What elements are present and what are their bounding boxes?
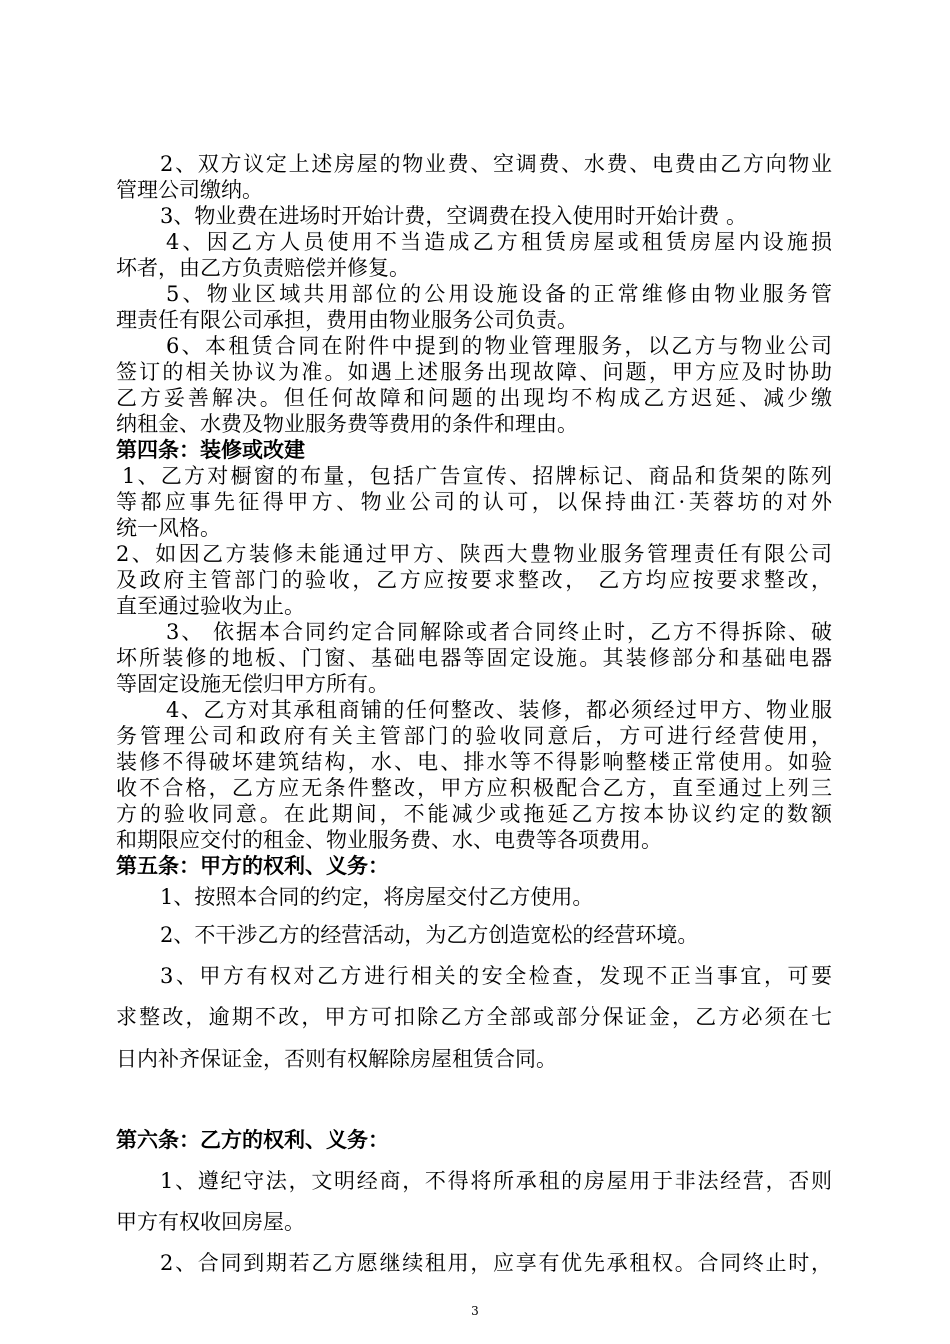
s5-p3-line1: 3、甲方有权对乙方进行相关的安全检查，发现不正当事宜，可要 (160, 964, 832, 988)
s3-p5-line1: 5、物业区域共用部位的公用设施设备的正常维修由物业服务管 (166, 282, 832, 306)
s6-p1-line1: 1、遵纪守法，文明经商，不得将所承租的房屋用于非法经营，否则 (160, 1169, 832, 1193)
s4-p4-line3: 装修不得破坏建筑结构，水、电、排水等不得影响整楼正常使用。如验 (116, 750, 832, 774)
s4-p4-line5: 方的验收同意。在此期间，不能减少或拖延乙方按本协议约定的数额 (116, 802, 832, 826)
s4-p1-line3: 统一风格。 (116, 516, 221, 540)
s3-p2-line2: 管理公司缴纳。 (116, 178, 263, 202)
section4-heading: 第四条：装修或改建 (116, 437, 305, 462)
s5-p3-line2: 求整改，逾期不改，甲方可扣除乙方全部或部分保证金，乙方必须在七 (116, 1005, 832, 1029)
s4-p4-line1: 4、乙方对其承租商铺的任何整改、装修，都必须经过甲方、物业服 (166, 698, 832, 722)
s3-p2-line1: 2、双方议定上述房屋的物业费、空调费、水费、电费由乙方向物业 (160, 152, 832, 176)
section5-heading: 第五条：甲方的权利、义务： (116, 853, 389, 878)
s4-p2-line3: 直至通过验收为止。 (116, 594, 305, 618)
s4-p3-line3: 等固定设施无偿归甲方所有。 (116, 672, 389, 696)
page-number: 3 (471, 1304, 479, 1318)
s3-p6-line4: 纳租金、水费及物业服务费等费用的条件和理由。 (116, 412, 578, 436)
s3-p5-line2: 理责任有限公司承担，费用由物业服务公司负责。 (116, 308, 578, 332)
s3-p6-line2: 签订的相关协议为准。如遇上述服务出现故障、问题，甲方应及时协助 (116, 360, 832, 384)
s6-p2-line1: 2、合同到期若乙方愿继续租用，应享有优先承租权。合同终止时， (160, 1251, 832, 1275)
s3-p6-line1: 6、本租赁合同在附件中提到的物业管理服务，以乙方与物业公司 (166, 334, 832, 358)
s4-p2-line1: 2、如因乙方装修未能通过甲方、陕西大豊物业服务管理责任有限公司 (116, 542, 832, 566)
s4-p4-line6: 和期限应交付的租金、物业服务费、水、电费等各项费用。 (116, 828, 662, 852)
s5-p3-line3: 日内补齐保证金，否则有权解除房屋租赁合同。 (116, 1047, 557, 1071)
s4-p3-line1: 3、 依据本合同约定合同解除或者合同终止时，乙方不得拆除、破 (166, 620, 832, 644)
s3-p3-line1: 3、物业费在进场时开始计费，空调费在投入使用时开始计费 。 (160, 204, 748, 228)
s5-p1-line1: 1、按照本合同的约定，将房屋交付乙方使用。 (160, 885, 594, 909)
s3-p4-line2: 坏者，由乙方负责赔偿并修复。 (116, 256, 410, 280)
s3-p6-line3: 乙方妥善解决。但任何故障和问题的出现均不构成乙方迟延、减少缴 (116, 386, 832, 410)
s6-p1-line2: 甲方有权收回房屋。 (116, 1210, 305, 1234)
s4-p3-line2: 坏所装修的地板、门窗、基础电器等固定设施。其装修部分和基础电器 (116, 646, 832, 670)
s5-p2-line1: 2、不干涉乙方的经营活动，为乙方创造宽松的经营环境。 (160, 923, 699, 947)
s4-p1-line1: 1、乙方对橱窗的布量，包括广告宣传、招牌标记、商品和货架的陈列 (122, 464, 832, 488)
s4-p2-line2: 及政府主管部门的验收，乙方应按要求整改， 乙方均应按要求整改， (116, 568, 832, 592)
s4-p4-line4: 收不合格，乙方应无条件整改，甲方应积极配合乙方，直至通过上列三 (116, 776, 832, 800)
s3-p4-line1: 4、因乙方人员使用不当造成乙方租赁房屋或租赁房屋内设施损 (166, 230, 832, 254)
s4-p1-line2: 等都应事先征得甲方、物业公司的认可，以保持曲江·芙蓉坊的对外 (116, 490, 832, 514)
section6-heading: 第六条：乙方的权利、义务： (116, 1127, 389, 1152)
s4-p4-line2: 务管理公司和政府有关主管部门的验收同意后，方可进行经营使用， (116, 724, 832, 748)
